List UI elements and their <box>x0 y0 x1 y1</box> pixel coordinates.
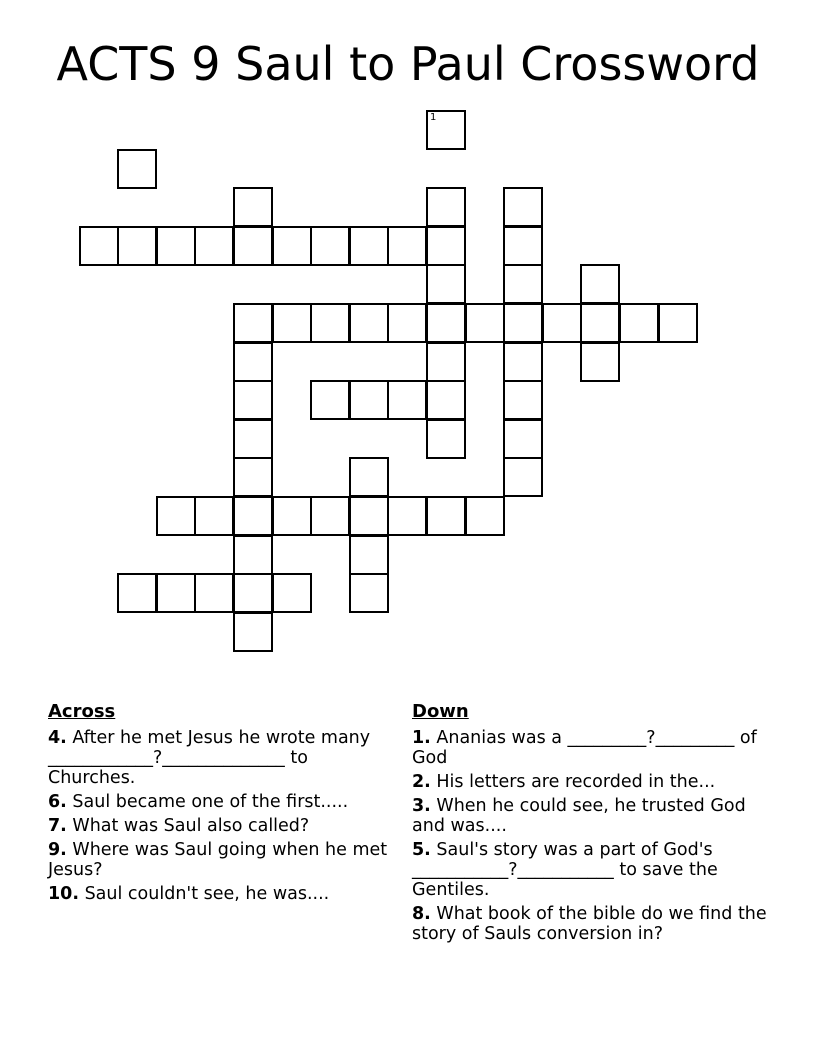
grid-cell[interactable] <box>349 573 389 613</box>
clue-num: 8. <box>412 904 431 924</box>
grid-cell[interactable] <box>503 264 543 304</box>
grid-cell[interactable] <box>426 380 466 420</box>
grid-cell[interactable] <box>117 226 157 266</box>
clue-text: Ananias was a _________?_________ of God <box>412 728 757 768</box>
clue-num: 1. <box>412 728 431 748</box>
grid-cell[interactable] <box>426 110 466 150</box>
grid-cell[interactable] <box>233 496 273 536</box>
grid-cell[interactable] <box>272 573 312 613</box>
clue-num: 10. <box>48 884 80 904</box>
grid-cell[interactable] <box>233 187 273 227</box>
clue-text: Where was Saul going when he met Jesus? <box>48 840 388 880</box>
down-clue <box>412 904 772 944</box>
grid-cell[interactable] <box>194 496 234 536</box>
grid-cell[interactable] <box>580 303 620 343</box>
clue-text: His letters are recorded in the... <box>430 772 716 792</box>
down-heading: Down <box>412 701 469 722</box>
grid-cell[interactable] <box>465 496 505 536</box>
grid-cell[interactable] <box>580 342 620 382</box>
grid-cell[interactable] <box>503 187 543 227</box>
clue-num: 5. <box>412 840 431 860</box>
grid-cell[interactable] <box>503 380 543 420</box>
across-heading: Across <box>48 701 116 722</box>
down-clue <box>412 796 772 836</box>
across-clue-list <box>48 728 388 904</box>
clue-num: 3. <box>412 796 431 816</box>
grid-cell[interactable] <box>580 264 620 304</box>
page-title: ACTS 9 Saul to Paul Crossword <box>56 37 760 91</box>
grid-cell[interactable] <box>387 226 427 266</box>
grid-cell[interactable] <box>156 573 196 613</box>
grid-cell[interactable] <box>233 342 273 382</box>
grid-cell[interactable] <box>272 226 312 266</box>
grid-cell[interactable] <box>310 380 350 420</box>
clue-text: What was Saul also called? <box>66 816 310 836</box>
grid-cell[interactable] <box>349 303 389 343</box>
across-clues <box>48 702 388 908</box>
down-clues <box>412 702 772 948</box>
grid-cell[interactable] <box>233 419 273 459</box>
grid-cell[interactable] <box>233 457 273 497</box>
grid-cell[interactable] <box>426 496 466 536</box>
across-clue <box>48 884 388 904</box>
grid-cell[interactable] <box>117 149 157 189</box>
grid-cell[interactable] <box>349 457 389 497</box>
down-clue <box>412 772 772 792</box>
grid-cell[interactable] <box>194 573 234 613</box>
grid-cell[interactable] <box>426 419 466 459</box>
down-clue <box>412 728 772 768</box>
across-clue <box>48 816 388 836</box>
grid-cell[interactable] <box>272 303 312 343</box>
grid-cell[interactable] <box>79 226 119 266</box>
grid-cell[interactable] <box>310 496 350 536</box>
grid-cell[interactable] <box>310 226 350 266</box>
clue-num: 2. <box>412 772 431 792</box>
grid-cell[interactable] <box>503 342 543 382</box>
grid-cell[interactable] <box>233 226 273 266</box>
grid-cell[interactable] <box>503 226 543 266</box>
grid-cell[interactable] <box>542 303 582 343</box>
clue-num: 7. <box>48 816 67 836</box>
grid-cell[interactable] <box>233 535 273 575</box>
across-clue <box>48 792 388 812</box>
grid-cell[interactable] <box>310 303 350 343</box>
grid-cell[interactable] <box>465 303 505 343</box>
grid-cell[interactable] <box>349 226 389 266</box>
grid-cell[interactable] <box>349 535 389 575</box>
across-clue <box>48 728 388 788</box>
grid-cell[interactable] <box>156 226 196 266</box>
clue-text: What book of the bible do we find the story of Sauls conversion in? <box>412 904 767 944</box>
grid-cell[interactable] <box>349 496 389 536</box>
grid-cell[interactable] <box>233 612 273 652</box>
grid-cell[interactable] <box>387 303 427 343</box>
grid-cell[interactable] <box>426 226 466 266</box>
clue-text: Saul's story was a part of God's ___________?___________ to save the Gentiles. <box>412 840 718 900</box>
clue-text: Saul couldn't see, he was.... <box>79 884 330 904</box>
grid-cell[interactable] <box>233 573 273 613</box>
clue-num: 9. <box>48 840 67 860</box>
grid-cell[interactable] <box>426 342 466 382</box>
grid-cell[interactable] <box>426 264 466 304</box>
down-clue-list <box>412 728 772 944</box>
grid-cell[interactable] <box>503 457 543 497</box>
grid-cell[interactable] <box>233 303 273 343</box>
grid-cell[interactable] <box>387 496 427 536</box>
clue-num: 4. <box>48 728 67 748</box>
clue-text: When he could see, he trusted God and was.... <box>412 796 746 836</box>
grid-cell[interactable] <box>426 303 466 343</box>
grid-cell[interactable] <box>194 226 234 266</box>
grid-cell[interactable] <box>117 573 157 613</box>
clue-text: After he met Jesus he wrote many ____________?______________ to Churches. <box>48 728 371 788</box>
grid-cell[interactable] <box>426 187 466 227</box>
grid-cell[interactable] <box>503 303 543 343</box>
across-clue <box>48 840 388 880</box>
clue-num: 6. <box>48 792 67 812</box>
grid-cell[interactable] <box>156 496 196 536</box>
clue-number: 1 <box>430 112 437 123</box>
grid-cell[interactable] <box>387 380 427 420</box>
grid-cell[interactable] <box>503 419 543 459</box>
grid-cell[interactable] <box>272 496 312 536</box>
grid-cell[interactable] <box>349 380 389 420</box>
clue-text: Saul became one of the first..... <box>66 792 349 812</box>
grid-cell[interactable] <box>233 380 273 420</box>
grid-cell[interactable] <box>619 303 659 343</box>
grid-cell[interactable] <box>658 303 698 343</box>
down-clue <box>412 840 772 900</box>
